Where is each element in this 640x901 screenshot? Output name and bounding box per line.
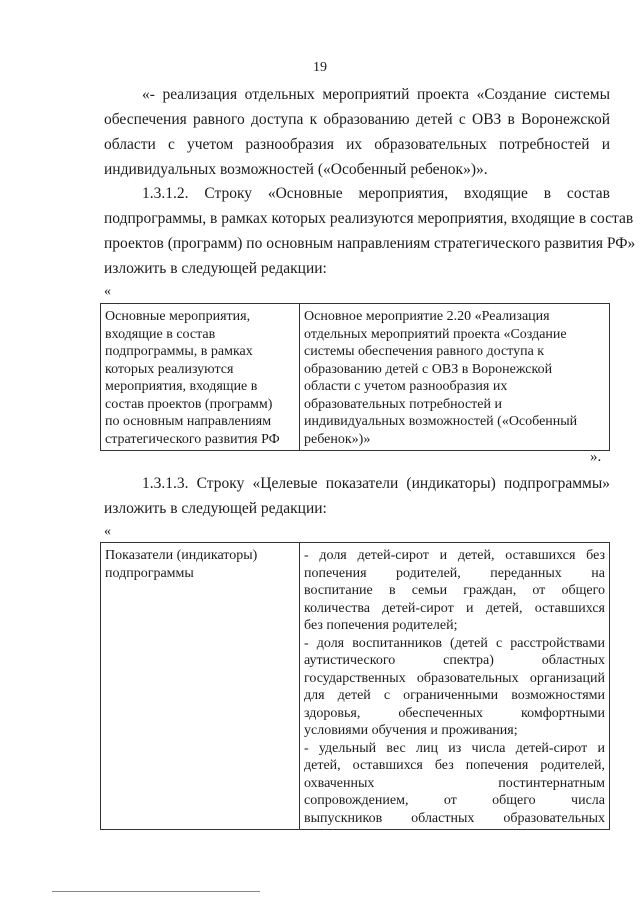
text-line: индивидуальных возможностей («Особенный ребенок»)». xyxy=(104,161,488,178)
text-line: области с учетом разнообразия их образовательных потребностей и xyxy=(104,136,610,153)
text-line: изложить в следующей редакции: xyxy=(104,500,327,517)
open-quote-2: « xyxy=(104,524,111,539)
text-line: изложить в следующей редакции: xyxy=(104,260,327,277)
text-line: обеспечения равного доступа к образованию детей с ОВЗ в Воронежской xyxy=(104,111,610,128)
text-line: 1.3.1.2. Строку «Основные мероприятия, входящие в состав xyxy=(142,185,610,202)
table-row xyxy=(101,304,610,451)
open-quote-1: « xyxy=(104,284,111,299)
table-cell-value: Основное мероприятие 2.20 «Реализация отдельных мероприятий проекта «Создание системы обеспечения равного доступа к образованию детей с ОВЗ в Воронежской области с учетом разнообразия их образовательных потребностей и индивидуальных возможностей («Особенный ребенок»)» xyxy=(300,304,610,451)
page-number: 19 xyxy=(313,60,327,75)
clause-1-3-1-3 xyxy=(104,471,610,521)
table-cell-label: Показатели (индикаторы) подпрограммы xyxy=(101,543,300,830)
intro-paragraph xyxy=(104,82,610,182)
table-cell-label: Основные мероприятия, входящие в состав подпрограммы, в рамках которых реализуются мероприятия, входящие в состав проектов (программ) по основным направлениям стратегического развития РФ xyxy=(101,304,300,451)
footer-rule xyxy=(52,891,260,892)
table-cell-value: - доля детей-сирот и детей, оставшихся без попечения родителей, переданных на воспитание в семьи граждан, от общего количества детей-сирот и детей, оставшихся без попечения родителей; - доля воспитанников (детей с расстройствами аутистического спектра) областных государственных образовательных организаций для детей с ограниченными возможностями здоровья, обеспеченных комфортными условиями обучения и проживания; - удельный вес лиц из числа детей-сирот и детей, оставшихся без попечения родителей, охваченных постинтернатным сопровождением, от общего числа выпускников областных образовательных xyxy=(300,543,610,830)
text-line: «- реализация отдельных мероприятий проекта «Создание системы xyxy=(142,86,610,103)
table-row xyxy=(101,543,610,830)
clause-1-3-1-2 xyxy=(104,181,636,281)
text-line: подпрограммы, в рамках которых реализуются мероприятия, входящие в состав xyxy=(104,210,634,227)
indicators-table xyxy=(100,542,610,830)
text-line: 1.3.1.3. Строку «Целевые показатели (индикаторы) подпрограммы» xyxy=(142,475,610,492)
text-line: проектов (программ) по основным направлениям стратегического развития РФ» xyxy=(104,235,636,252)
main-activities-table xyxy=(100,303,610,451)
close-quote-1: ». xyxy=(590,449,602,465)
